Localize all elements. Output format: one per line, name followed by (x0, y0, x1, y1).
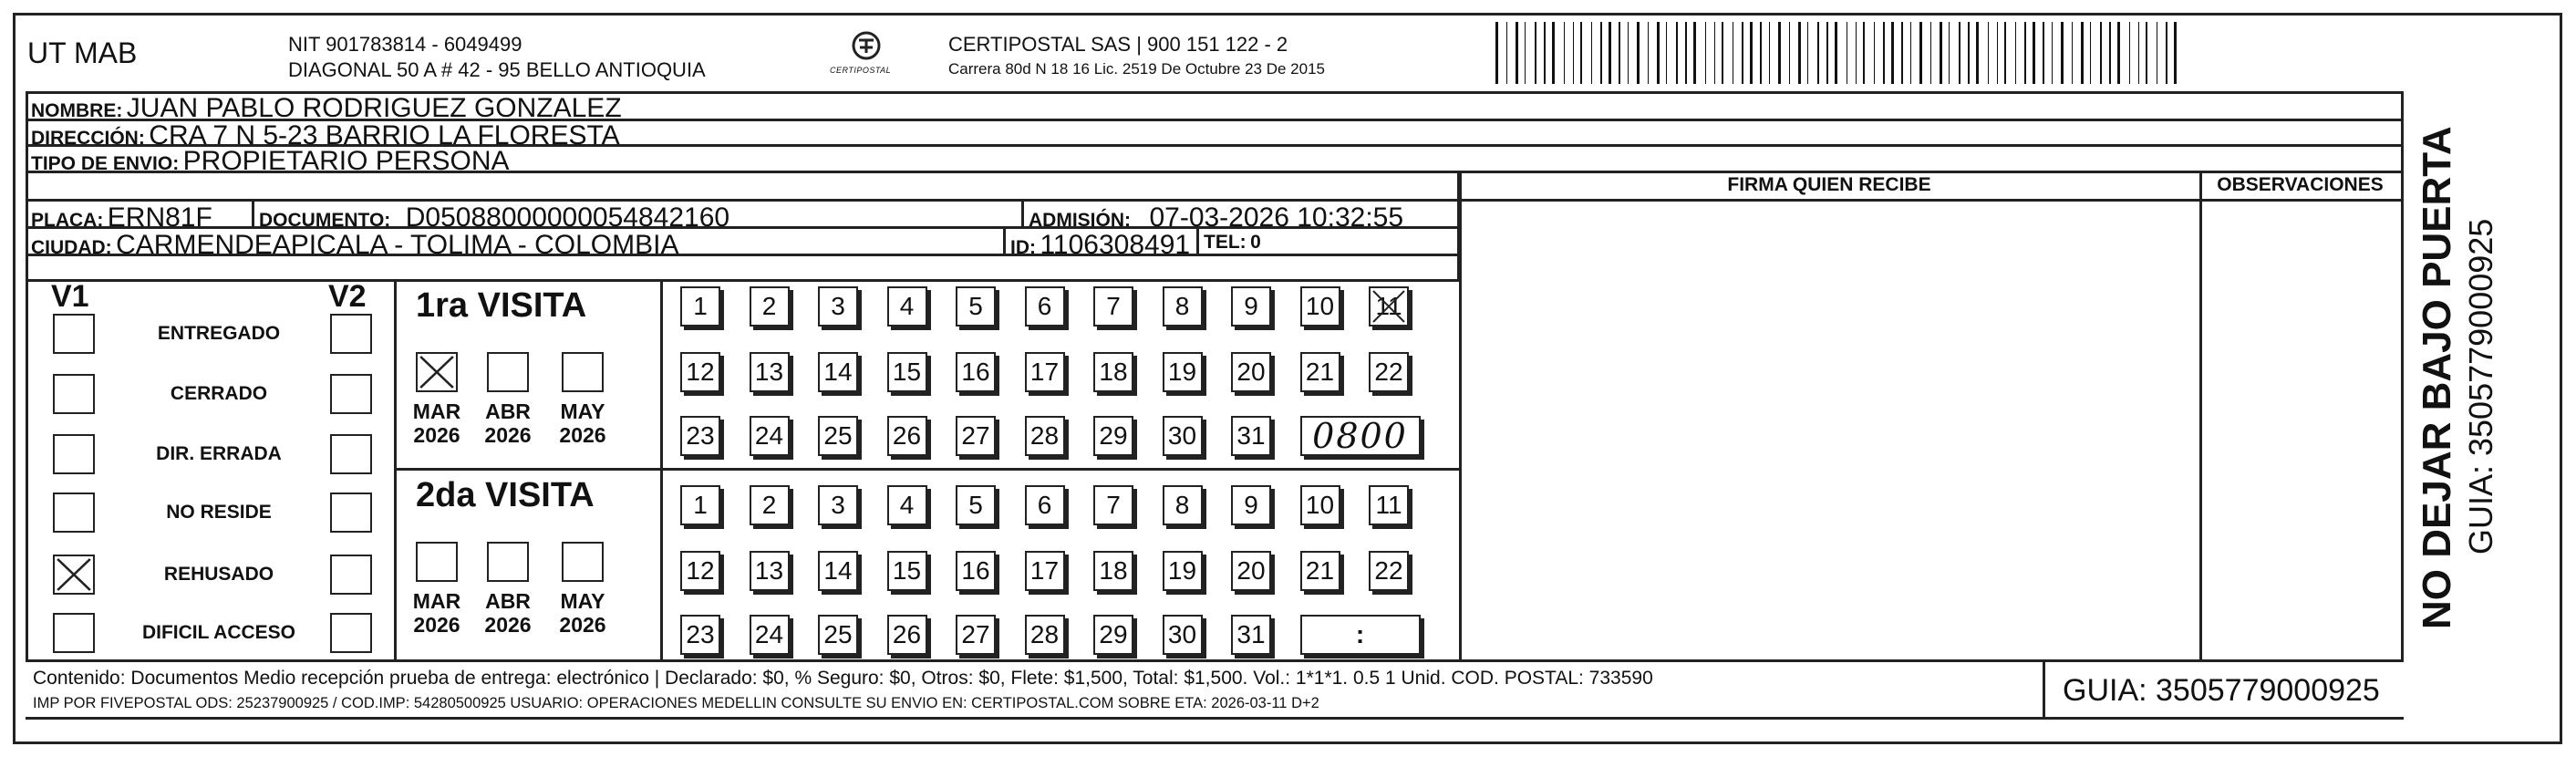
day-box[interactable]: 17 (1025, 352, 1065, 392)
day-box[interactable]: 21 (1300, 551, 1340, 591)
footer-imp: IMP POR FIVEPOSTAL ODS: 25237900925 / COD.IMP: 54280500925 USUARIO: OPERACIONES MEDELLIN CONSULTE SU ENVIO EN: CERTIPOSTAL.COM SOBRE ETA: 2026-03-11 D+2 (33, 695, 1319, 711)
company-nit: NIT 901783814 - 6049499 (288, 33, 522, 56)
year-label: 2026 (559, 423, 606, 447)
footer-guia: GUIA: 3505779000925 (2063, 673, 2380, 708)
day-box[interactable]: 12 (680, 551, 720, 591)
day-box[interactable]: 27 (956, 416, 996, 456)
tel-value: 0 (1250, 232, 1261, 253)
day-box[interactable]: 9 (1231, 286, 1271, 327)
day-box[interactable]: 28 (1025, 615, 1065, 655)
day-box[interactable]: 22 (1369, 551, 1409, 591)
day-box[interactable]: 20 (1231, 352, 1271, 392)
day-box[interactable]: 26 (887, 615, 927, 655)
day-box[interactable]: 13 (750, 551, 790, 591)
month-label: MAY (560, 399, 605, 423)
reason-label: DIR. ERRADA (156, 443, 282, 464)
day-box[interactable]: 22 (1369, 352, 1409, 392)
month-checkbox[interactable] (416, 352, 458, 392)
month-label: ABR (485, 399, 531, 423)
footer-contenido: Contenido: Documentos Medio recepción prueba de entrega: electrónico | Declarado: $0, % Seguro: $0, Otros: $0, Flete: $1,500, Total: $1,500. Vol.: 1*1*1. 0.5 1 Unid. COD. POSTAL: 733590 (33, 668, 1653, 689)
v1-checkbox[interactable] (53, 613, 95, 653)
placa-value: ERN81F (107, 202, 212, 233)
tel-label: TEL: (1204, 232, 1247, 253)
direccion-label: DIRECCIÓN: (31, 128, 145, 149)
company-name: UT MAB (27, 36, 138, 69)
id-label: ID: (1010, 237, 1036, 258)
day-box[interactable]: 28 (1025, 416, 1065, 456)
day-box[interactable]: 24 (750, 615, 790, 655)
tipo-label: TIPO DE ENVIO: (31, 153, 180, 174)
day-box[interactable]: 13 (750, 352, 790, 392)
firma-header: FIRMA QUIEN RECIBE (1727, 174, 1931, 195)
day-box[interactable]: 27 (956, 615, 996, 655)
day-box[interactable]: 5 (956, 286, 996, 327)
time-box[interactable]: : (1300, 615, 1421, 655)
v1-header: V1 (51, 279, 89, 314)
day-box[interactable]: 7 (1093, 485, 1133, 525)
day-box[interactable]: 15 (887, 551, 927, 591)
v1-checkbox[interactable] (53, 434, 95, 474)
documento-value: D05088000000054842160 (405, 202, 730, 233)
day-box[interactable]: 26 (887, 416, 927, 456)
day-box[interactable]: 31 (1231, 416, 1271, 456)
v1-checkbox[interactable] (53, 314, 95, 354)
day-box[interactable]: 24 (750, 416, 790, 456)
reason-label: ENTREGADO (157, 323, 281, 344)
tel-field (1204, 232, 1261, 254)
side-guia: GUIA: 3505779000925 (2462, 218, 2499, 555)
day-box[interactable]: 14 (818, 352, 858, 392)
barcode-icon (1495, 22, 2179, 84)
day-box[interactable]: 23 (680, 615, 720, 655)
year-label: 2026 (484, 423, 532, 447)
day-box[interactable]: 17 (1025, 551, 1065, 591)
day-box[interactable]: 6 (1025, 286, 1065, 327)
year-label: 2026 (413, 613, 460, 637)
time-box[interactable]: 0800 (1300, 416, 1421, 456)
v1-checkbox[interactable] (53, 555, 95, 595)
carrier-license: Carrera 80d N 18 16 Lic. 2519 De Octubre 23 De 2015 (948, 60, 1325, 78)
day-box[interactable]: 12 (680, 352, 720, 392)
day-box[interactable]: 21 (1300, 352, 1340, 392)
placa-field (31, 202, 212, 233)
month-checkbox[interactable] (487, 542, 529, 582)
id-field (1010, 230, 1190, 261)
day-box[interactable]: 30 (1163, 416, 1203, 456)
direccion-value: CRA 7 N 5-23 BARRIO LA FLORESTA (149, 120, 620, 150)
visit2-title: 2da VISITA (416, 476, 595, 514)
year-label: 2026 (413, 423, 460, 447)
carrier-name: CERTIPOSTAL SAS | 900 151 122 - 2 (948, 33, 1288, 56)
documento-label: DOCUMENTO: (259, 210, 391, 231)
month-checkbox[interactable] (562, 542, 604, 582)
v2-checkbox[interactable] (330, 434, 372, 474)
day-box[interactable]: 31 (1231, 615, 1271, 655)
day-box[interactable]: 25 (818, 615, 858, 655)
nombre-row (31, 93, 622, 124)
day-box[interactable]: 11 (1369, 286, 1409, 327)
id-value: 1106308491 (1040, 230, 1191, 260)
day-box[interactable]: 7 (1093, 286, 1133, 327)
day-box[interactable]: 16 (956, 352, 996, 392)
company-address: DIAGONAL 50 A # 42 - 95 BELLO ANTIOQUIA (288, 58, 706, 81)
day-box[interactable]: 6 (1025, 485, 1065, 525)
month-label: MAR (412, 399, 461, 423)
reason-label: NO RESIDE (166, 502, 272, 523)
reason-label: CERRADO (170, 383, 268, 404)
day-box[interactable]: 19 (1163, 551, 1203, 591)
day-box[interactable]: 10 (1300, 286, 1340, 327)
day-box[interactable]: 20 (1231, 551, 1271, 591)
ciudad-value: CARMENDEAPICALA - TOLIMA - COLOMBIA (116, 230, 679, 260)
month-label: MAR (412, 589, 461, 613)
day-box[interactable]: 19 (1163, 352, 1203, 392)
day-box[interactable]: 1 (680, 286, 720, 327)
v1-checkbox[interactable] (53, 493, 95, 533)
tipo-value: PROPIETARIO PERSONA (182, 146, 510, 176)
day-box[interactable]: 10 (1300, 485, 1340, 525)
v2-checkbox[interactable] (330, 613, 372, 653)
month-checkbox[interactable] (487, 352, 529, 392)
day-box[interactable]: 3 (818, 286, 858, 327)
day-box[interactable]: 25 (818, 416, 858, 456)
nombre-value: JUAN PABLO RODRIGUEZ GONZALEZ (126, 93, 622, 123)
admision-label: ADMISIÓN: (1029, 210, 1131, 231)
documento-field (259, 202, 729, 233)
day-box[interactable]: 9 (1231, 485, 1271, 525)
year-label: 2026 (484, 613, 532, 637)
day-box[interactable]: 4 (887, 286, 927, 327)
day-box[interactable]: 30 (1163, 615, 1203, 655)
year-label: 2026 (559, 613, 606, 637)
v2-checkbox[interactable] (330, 493, 372, 533)
reason-label: REHUSADO (163, 564, 274, 585)
day-box[interactable]: 18 (1093, 352, 1133, 392)
day-box[interactable]: 3 (818, 485, 858, 525)
observaciones-header: OBSERVACIONES (2217, 174, 2384, 195)
day-box[interactable]: 8 (1163, 286, 1203, 327)
v2-header: V2 (328, 279, 367, 314)
day-box[interactable]: 2 (750, 286, 790, 327)
v2-checkbox[interactable] (330, 555, 372, 595)
admision-value: 07-03-2026 10:32:55 (1149, 202, 1404, 233)
day-box[interactable]: 4 (887, 485, 927, 525)
day-box[interactable]: 5 (956, 485, 996, 525)
reason-label: DIFICIL ACCESO (141, 622, 295, 643)
day-box[interactable]: 16 (956, 551, 996, 591)
day-box[interactable]: 29 (1093, 416, 1133, 456)
day-box[interactable]: 11 (1369, 485, 1409, 525)
month-checkbox[interactable] (562, 352, 604, 392)
day-box[interactable]: 18 (1093, 551, 1133, 591)
v1-checkbox[interactable] (53, 374, 95, 414)
day-box[interactable]: 29 (1093, 615, 1133, 655)
day-box[interactable]: 23 (680, 416, 720, 456)
v2-checkbox[interactable] (330, 374, 372, 414)
placa-label: PLACA: (31, 210, 104, 231)
nombre-label: NOMBRE: (31, 100, 123, 121)
visit1-title: 1ra VISITA (416, 286, 587, 325)
month-label: ABR (485, 589, 531, 613)
side-warning: NO DEJAR BAJO PUERTA (2415, 126, 2459, 629)
day-box[interactable]: 14 (818, 551, 858, 591)
v2-checkbox[interactable] (330, 314, 372, 354)
month-checkbox[interactable] (416, 542, 458, 582)
day-box[interactable]: 8 (1163, 485, 1203, 525)
certipostal-logo-text: CERTIPOSTAL (830, 66, 892, 75)
month-label: MAY (560, 589, 605, 613)
admision-field (1029, 202, 1403, 233)
day-box[interactable]: 15 (887, 352, 927, 392)
ciudad-label: CIUDAD: (31, 237, 112, 258)
tipo-row (31, 146, 510, 177)
day-box[interactable]: 1 (680, 485, 720, 525)
ciudad-field (31, 230, 678, 261)
day-box[interactable]: 2 (750, 485, 790, 525)
